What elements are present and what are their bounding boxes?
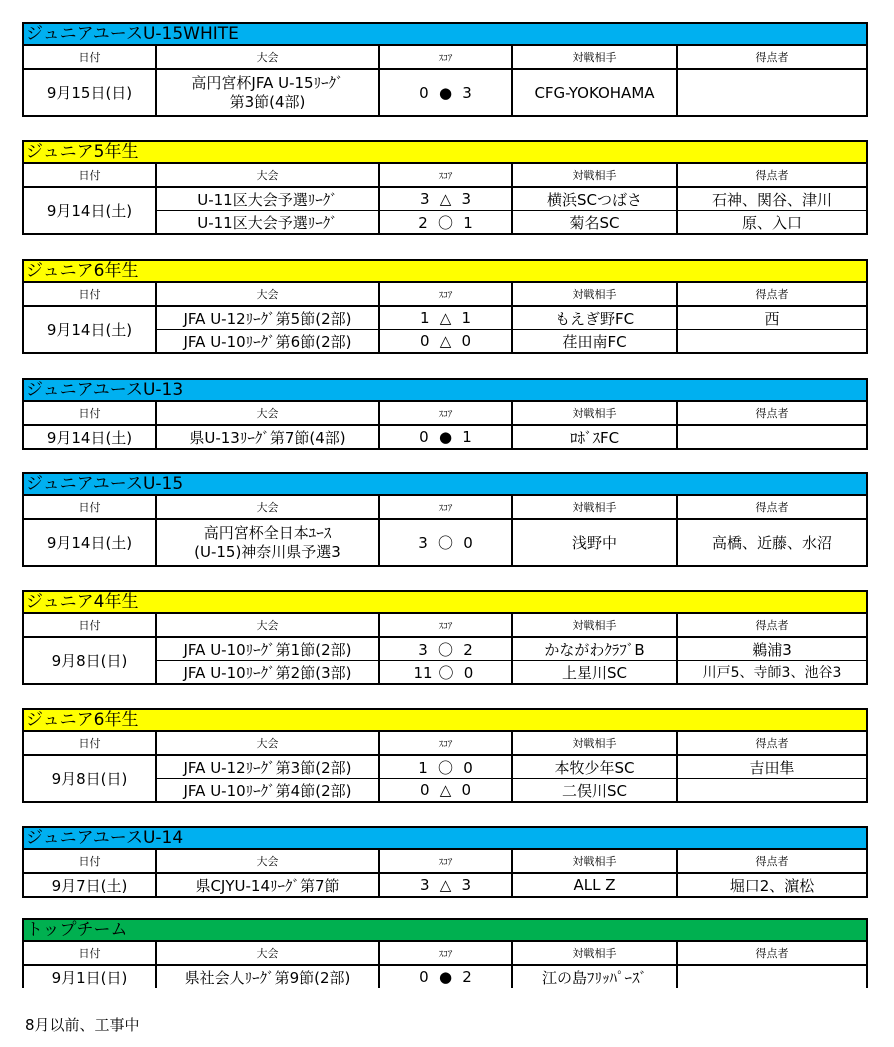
tournament: 県社会人ﾘｰｸﾞ第9節(2部) (156, 965, 379, 988)
header-scorers: 得点者 (677, 732, 867, 756)
tournament: JFA U-12ﾘｰｸﾞ第5節(2部) (156, 306, 379, 330)
win-icon: 〇 (437, 213, 453, 232)
scorers (677, 330, 867, 354)
section-title: ジュニア5年生 (22, 140, 868, 163)
opponent: 二俣川SC (512, 779, 677, 803)
table-row (23, 873, 867, 897)
away-score: 1 (462, 428, 472, 446)
table-row (23, 187, 867, 211)
results-table (22, 849, 868, 898)
home-score: 3 (419, 876, 430, 894)
header-row (23, 402, 867, 426)
header-opponent: 対戦相手 (512, 732, 677, 756)
tournament: JFA U-10ﾘｰｸﾞ第1節(2部) (156, 637, 379, 661)
away-score: 3 (462, 83, 472, 102)
away-score: 0 (463, 758, 473, 777)
away-score: 2 (462, 968, 472, 986)
header-score: ｽｺｱ (379, 614, 512, 638)
results-table (22, 401, 868, 450)
header-date: 日付 (23, 496, 156, 520)
tournament: 県CJYU-14ﾘｰｸﾞ第7節 (156, 873, 379, 897)
header-date: 日付 (23, 850, 156, 874)
section-title: ジュニアユースU-14 (22, 826, 868, 849)
loss-icon: ● (438, 968, 453, 986)
score-cell (379, 187, 512, 211)
tournament: U-11区大会予選ﾘｰｸﾞ (156, 187, 379, 211)
footer-note: 8月以前、工事中 (25, 1016, 140, 1034)
draw-icon: △ (439, 876, 452, 894)
away-score: 0 (461, 781, 472, 799)
score-cell (379, 425, 512, 449)
results-table (22, 731, 868, 803)
home-score: 1 (418, 758, 428, 777)
away-score: 2 (463, 640, 473, 659)
tournament-line: 高円宮杯全日本ﾕｰｽ (203, 523, 332, 542)
section-title: ジュニア4年生 (22, 590, 868, 613)
header-scorers: 得点者 (677, 942, 867, 966)
tournament: JFA U-10ﾘｰｸﾞ第6節(2部) (156, 330, 379, 354)
match-date: 9月14日(土) (23, 187, 156, 234)
header-row (23, 850, 867, 874)
header-score: ｽｺｱ (379, 732, 512, 756)
home-score: 0 (419, 781, 430, 799)
scorers: 吉田隼 (677, 755, 867, 779)
scorers (677, 779, 867, 803)
header-row (23, 496, 867, 520)
header-scorers: 得点者 (677, 164, 867, 188)
home-score: 3 (418, 640, 428, 659)
header-tournament: 大会 (156, 732, 379, 756)
tournament: JFA U-10ﾘｰｸﾞ第4節(2部) (156, 779, 379, 803)
scorers: 川戸5、寺師3、池谷3 (677, 661, 867, 685)
header-row (23, 46, 867, 70)
section-junior-youth-u13 (22, 378, 868, 450)
home-score: 3 (419, 190, 430, 208)
section-junior-6th-grade-2 (22, 708, 868, 803)
table-row (23, 69, 867, 116)
header-opponent: 対戦相手 (512, 402, 677, 426)
scorers: 石神、関谷、津川 (677, 187, 867, 211)
header-tournament: 大会 (156, 283, 379, 307)
header-score: ｽｺｱ (379, 164, 512, 188)
match-date: 9月15日(日) (23, 69, 156, 116)
header-scorers: 得点者 (677, 850, 867, 874)
results-table (22, 282, 868, 354)
draw-icon: △ (439, 332, 452, 350)
header-tournament: 大会 (156, 46, 379, 70)
score-cell (379, 661, 512, 685)
header-score: ｽｺｱ (379, 46, 512, 70)
section-title: ジュニア6年生 (22, 259, 868, 282)
away-score: 0 (463, 534, 473, 552)
results-table (22, 45, 868, 117)
score-cell (379, 519, 512, 566)
tournament: 県U-13ﾘｰｸﾞ第7節(4部) (156, 425, 379, 449)
scorers (677, 965, 867, 988)
header-opponent: 対戦相手 (512, 46, 677, 70)
header-date: 日付 (23, 283, 156, 307)
header-tournament: 大会 (156, 402, 379, 426)
draw-icon: △ (439, 309, 452, 327)
header-row (23, 614, 867, 638)
score-cell (379, 637, 512, 661)
header-row (23, 732, 867, 756)
header-score: ｽｺｱ (379, 942, 512, 966)
home-score: 0 (419, 83, 429, 102)
match-date: 9月14日(土) (23, 425, 156, 449)
header-opponent: 対戦相手 (512, 164, 677, 188)
draw-icon: △ (439, 190, 452, 208)
table-row (23, 965, 867, 988)
section-title: ジュニアユースU-15WHITE (22, 22, 868, 45)
score-cell (379, 69, 512, 116)
tournament-line: 高円宮杯JFA U-15ﾘｰｸﾞ (191, 73, 344, 92)
header-opponent: 対戦相手 (512, 283, 677, 307)
draw-icon: △ (439, 781, 452, 799)
section-junior-youth-u14 (22, 826, 868, 898)
header-date: 日付 (23, 46, 156, 70)
home-score: 0 (419, 332, 430, 350)
away-score: 3 (461, 190, 472, 208)
home-score: 11 (413, 663, 433, 682)
tournament-cell (156, 519, 379, 566)
header-opponent: 対戦相手 (512, 942, 677, 966)
results-table (22, 495, 868, 567)
loss-icon: ● (438, 428, 453, 446)
header-score: ｽｺｱ (379, 496, 512, 520)
section-junior-youth-u15-white (22, 22, 868, 117)
header-opponent: 対戦相手 (512, 614, 677, 638)
results-table (22, 163, 868, 235)
section-top-team (22, 918, 868, 988)
opponent: 本牧少年SC (512, 755, 677, 779)
win-icon: 〇 (437, 640, 453, 659)
score-cell (379, 211, 512, 235)
header-scorers: 得点者 (677, 402, 867, 426)
header-tournament: 大会 (156, 496, 379, 520)
header-date: 日付 (23, 402, 156, 426)
away-score: 3 (461, 876, 472, 894)
header-tournament: 大会 (156, 164, 379, 188)
match-date: 9月14日(土) (23, 306, 156, 353)
opponent: かながわｸﾗﾌﾞB (512, 637, 677, 661)
opponent: 江の島ﾌﾘｯﾊﾟｰｽﾞ (512, 965, 677, 988)
header-opponent: 対戦相手 (512, 850, 677, 874)
home-score: 3 (418, 534, 428, 552)
opponent: ﾛﾎﾞｽFC (512, 425, 677, 449)
away-score: 1 (461, 309, 472, 327)
opponent: 菊名SC (512, 211, 677, 235)
tournament-line: (U-15)神奈川県予選3 (194, 542, 341, 561)
scorers: 堀口2、濵松 (677, 873, 867, 897)
header-date: 日付 (23, 164, 156, 188)
score-cell (379, 965, 512, 988)
section-junior-4th-grade (22, 590, 868, 685)
tournament: JFA U-12ﾘｰｸﾞ第3節(2部) (156, 755, 379, 779)
away-score: 0 (463, 663, 474, 682)
tournament: U-11区大会予選ﾘｰｸﾞ (156, 211, 379, 235)
match-date: 9月1日(日) (23, 965, 156, 988)
opponent: CFG-YOKOHAMA (512, 69, 677, 116)
tournament-line: 第3節(4部) (229, 92, 306, 111)
table-row (23, 425, 867, 449)
table-row (23, 306, 867, 330)
score-cell (379, 779, 512, 803)
scorers: 高橋、近藤、水沼 (677, 519, 867, 566)
scorers: 鵜浦3 (677, 637, 867, 661)
tournament: JFA U-10ﾘｰｸﾞ第2節(3部) (156, 661, 379, 685)
tournament-cell (156, 69, 379, 116)
loss-icon: ● (438, 83, 453, 102)
match-date: 9月8日(日) (23, 637, 156, 684)
header-score: ｽｺｱ (379, 283, 512, 307)
home-score: 2 (418, 213, 428, 232)
home-score: 0 (419, 428, 429, 446)
away-score: 0 (461, 332, 472, 350)
section-title: ジュニア6年生 (22, 708, 868, 731)
header-row (23, 283, 867, 307)
header-tournament: 大会 (156, 850, 379, 874)
header-tournament: 大会 (156, 942, 379, 966)
away-score: 1 (463, 213, 473, 232)
score-cell (379, 330, 512, 354)
opponent: 荏田南FC (512, 330, 677, 354)
section-title: ジュニアユースU-13 (22, 378, 868, 401)
score-cell (379, 873, 512, 897)
header-scorers: 得点者 (677, 496, 867, 520)
opponent: 横浜SCつばさ (512, 187, 677, 211)
section-junior-youth-u15 (22, 472, 868, 567)
header-scorers: 得点者 (677, 283, 867, 307)
header-date: 日付 (23, 732, 156, 756)
match-date: 9月14日(土) (23, 519, 156, 566)
win-icon: 〇 (437, 534, 453, 552)
table-row (23, 637, 867, 661)
header-date: 日付 (23, 614, 156, 638)
header-row (23, 942, 867, 966)
section-junior-5th-grade (22, 140, 868, 235)
header-scorers: 得点者 (677, 46, 867, 70)
header-score: ｽｺｱ (379, 850, 512, 874)
opponent: ALL Z (512, 873, 677, 897)
opponent: 浅野中 (512, 519, 677, 566)
header-tournament: 大会 (156, 614, 379, 638)
opponent: 上星川SC (512, 661, 677, 685)
header-score: ｽｺｱ (379, 402, 512, 426)
header-opponent: 対戦相手 (512, 496, 677, 520)
score-cell (379, 306, 512, 330)
scorers: 原、入口 (677, 211, 867, 235)
table-row (23, 519, 867, 566)
section-title: トップチーム (22, 918, 868, 941)
table-row (23, 755, 867, 779)
win-icon: 〇 (438, 663, 454, 682)
header-scorers: 得点者 (677, 614, 867, 638)
match-date: 9月8日(日) (23, 755, 156, 802)
score-cell (379, 755, 512, 779)
scorers (677, 69, 867, 116)
home-score: 1 (419, 309, 430, 327)
header-date: 日付 (23, 942, 156, 966)
match-date: 9月7日(土) (23, 873, 156, 897)
opponent: もえぎ野FC (512, 306, 677, 330)
scorers: 西 (677, 306, 867, 330)
win-icon: 〇 (437, 758, 453, 777)
home-score: 0 (419, 968, 429, 986)
results-table (22, 613, 868, 685)
section-title: ジュニアユースU-15 (22, 472, 868, 495)
scorers (677, 425, 867, 449)
section-junior-6th-grade (22, 259, 868, 354)
header-row (23, 164, 867, 188)
results-table (22, 941, 868, 988)
